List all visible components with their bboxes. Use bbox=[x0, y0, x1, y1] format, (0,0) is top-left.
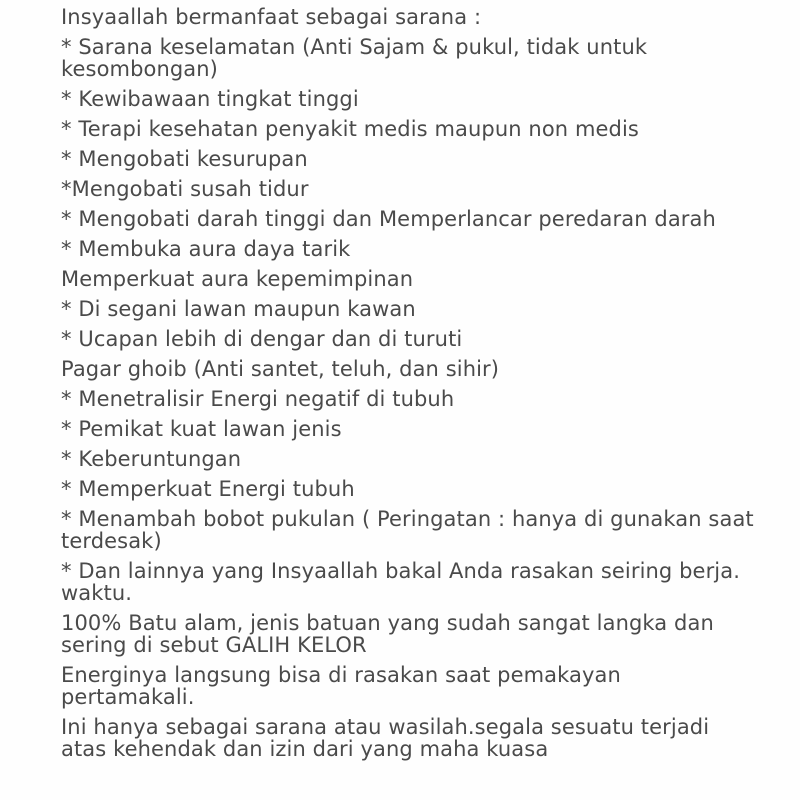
description-line: Insyaallah bermanfaat sebagai sarana : bbox=[61, 5, 482, 29]
description-line: Memperkuat aura kepemimpinan bbox=[61, 267, 414, 291]
description-line: Ini hanya sebagai sarana atau wasilah.segala sesuatu terjadi atas kehendak dan izin dari yang maha kuasa bbox=[61, 715, 710, 761]
description-line: * Terapi kesehatan penyakit medis maupun non medis bbox=[61, 117, 639, 141]
description-line: * Ucapan lebih di dengar dan di turuti bbox=[61, 327, 463, 351]
description-line: Energinya langsung bisa di rasakan saat pemakayan pertamakali. bbox=[61, 663, 621, 709]
description-line: Pagar ghoib (Anti santet, teluh, dan sihir) bbox=[61, 357, 500, 381]
description-line: * Memperkuat Energi tubuh bbox=[61, 477, 355, 501]
description-line: *Mengobati susah tidur bbox=[61, 177, 309, 201]
description-line: * Di segani lawan maupun kawan bbox=[61, 297, 416, 321]
description-line: * Menambah bobot pukulan ( Peringatan : hanya di gunakan saat terdesak) bbox=[61, 507, 754, 553]
description-line: * Kewibawaan tingkat tinggi bbox=[61, 87, 359, 111]
description-line: * Keberuntungan bbox=[61, 447, 242, 471]
description-line: * Dan lainnya yang Insyaallah bakal Anda rasakan seiring berja. waktu. bbox=[61, 559, 740, 605]
description-line: * Mengobati kesurupan bbox=[61, 147, 308, 171]
description-line: 100% Batu alam, jenis batuan yang sudah sangat langka dan sering di sebut GALIH KELOR bbox=[61, 611, 714, 657]
description-text bbox=[61, 6, 761, 768]
description-line: * Menetralisir Energi negatif di tubuh bbox=[61, 387, 455, 411]
description-line: * Pemikat kuat lawan jenis bbox=[61, 417, 342, 441]
description-line: * Membuka aura daya tarik bbox=[61, 237, 351, 261]
description-line: * Mengobati darah tinggi dan Memperlancar peredaran darah bbox=[61, 207, 716, 231]
description-line: * Sarana keselamatan (Anti Sajam & pukul, tidak untuk kesombongan) bbox=[61, 35, 648, 81]
